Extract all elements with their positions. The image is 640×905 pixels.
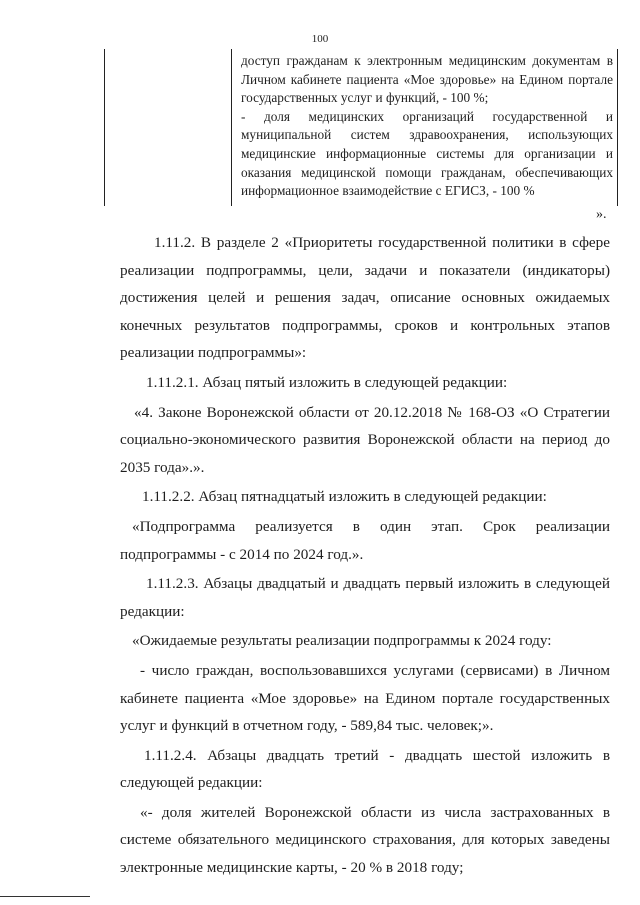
paragraph: 1.11.2.4. Абзацы двадцать третий - двадцать шестой изложить в следующей редакции: bbox=[120, 746, 610, 792]
table-left-cell bbox=[105, 49, 231, 206]
table-cell-line: доступ гражданам к электронным медицинским документам в Личном кабинете пациента «Мое здоровье» на Едином портале государственных услуг и функций, - 100 %; bbox=[241, 53, 613, 106]
paragraph: 1.11.2.3. Абзацы двадцатый и двадцать первый изложить в следующей редакции: bbox=[120, 575, 610, 620]
footer-rule bbox=[0, 896, 90, 897]
document-body bbox=[120, 229, 610, 884]
table-cell-line: - доля медицинских организаций государственной и муниципальной систем здравоохранения, использующих медицинские информационные системы для организации и оказания медицинской помощи гражданам, обеспечивающих информационное взаимодействие с ЕГИСЗ, - 100 % bbox=[241, 108, 613, 199]
paragraph: 1.11.2.2. Абзац пятнадцатый изложить в следующей редакции: bbox=[142, 488, 547, 506]
paragraph: «Подпрограмма реализуется в один этап. Срок реализации подпрограммы - с 2014 по 2024 год.». bbox=[120, 517, 610, 563]
continuation-table bbox=[104, 49, 618, 206]
table-column-divider bbox=[231, 49, 232, 206]
paragraph: - число граждан, воспользовавшихся услугами (сервисами) в Личном кабинете пациента «Мое здоровье» на Едином портале государственных услуг и функций в отчетном году, - 589,84 тыс. человек;». bbox=[120, 661, 610, 735]
page-number: 100 bbox=[311, 33, 329, 45]
table-right-cell bbox=[241, 52, 613, 201]
table-closing-quote: ». bbox=[596, 207, 607, 222]
paragraph: «4. Законе Воронежской области от 20.12.2018 № 168-ОЗ «О Стратегии социально-экономического развития Воронежской области на период до 2035 года».». bbox=[120, 403, 610, 476]
paragraph: 1.11.2.1. Абзац пятый изложить в следующей редакции: bbox=[146, 373, 508, 391]
paragraph: «Ожидаемые результаты реализации подпрограммы к 2024 году: bbox=[132, 632, 552, 650]
paragraph: «- доля жителей Воронежской области из числа застрахованных в системе обязательного медицинского страхования, для которых заведены электронные медицинские карты, - 20 % в 2018 году; bbox=[120, 803, 610, 877]
paragraph: 1.11.2. В разделе 2 «Приоритеты государственной политики в сфере реализации подпрограммы, цели, задачи и показатели (индикаторы) достижения целей и решения задач, описание основных ожидаемых конечных результатов подпрограммы, сроков и контрольных этапов реализации подпрограммы»: bbox=[120, 234, 610, 362]
